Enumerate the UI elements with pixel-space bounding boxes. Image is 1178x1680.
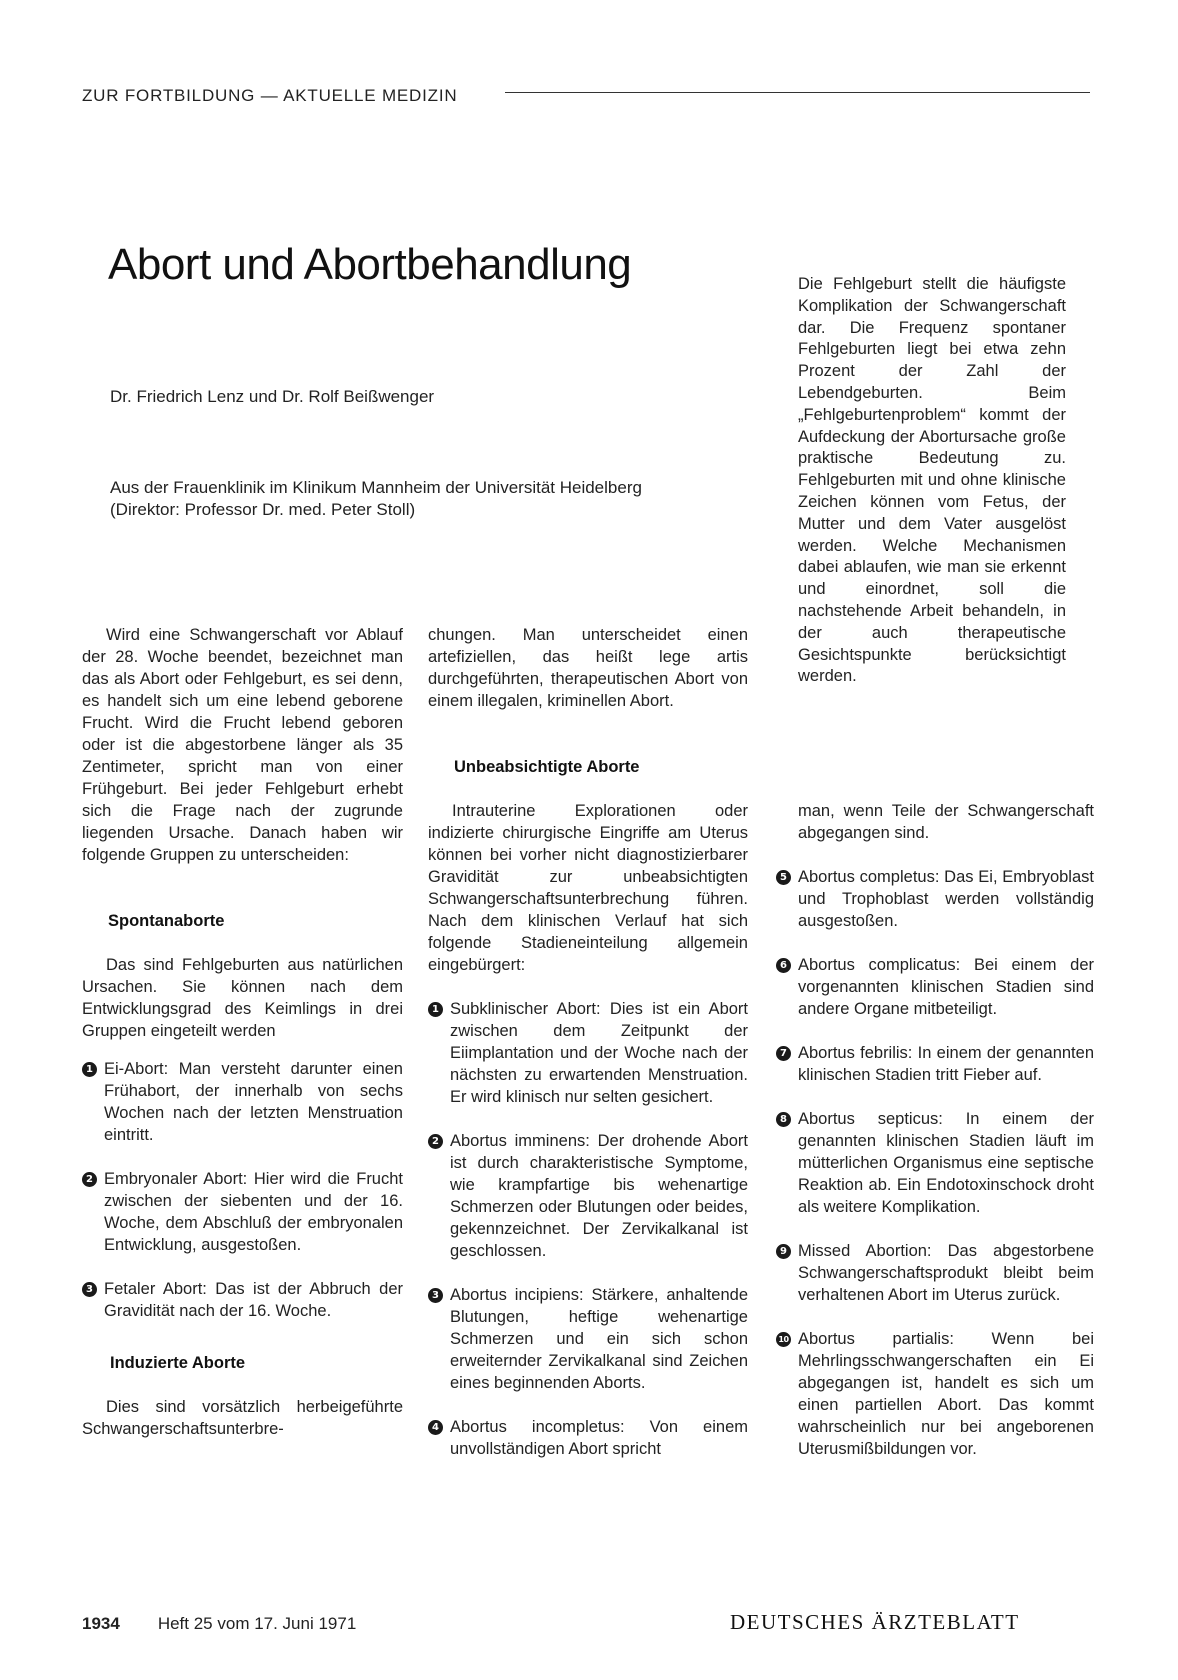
list-item-text: Abortus incompletus: Von einem unvollständigen Abort spricht: [450, 1418, 748, 1458]
number-badge: 2: [428, 1134, 443, 1149]
column-2: [428, 624, 748, 1460]
stages-list-b: [776, 866, 1094, 1460]
list-item-text: Missed Abortion: Das abgestorbene Schwangerschaftsprodukt bleibt beim verhaltenen Abort im Uterus zurück.: [798, 1242, 1094, 1304]
list-item: [776, 1108, 1094, 1218]
list-item-text: Abortus complicatus: Bei einem der vorgenannten klinischen Stadien sind andere Organe mitbeteiligt.: [798, 956, 1094, 1018]
stages-list-a: [428, 998, 748, 1460]
list-item-text: Embryonaler Abort: Hier wird die Frucht zwischen der siebenten und der 16. Woche, dem Abschluß der embryonalen Entwicklung, ausgestoßen.: [104, 1170, 403, 1254]
journal-name: DEUTSCHES ÄRZTEBLATT: [730, 1610, 1020, 1634]
list-item: [776, 1328, 1094, 1460]
list-item: [776, 1240, 1094, 1306]
number-badge: 5: [776, 870, 791, 885]
list-item-text: Abortus partialis: Wenn bei Mehrlingsschwangerschaften ein Ei abgegangen ist, handelt es sich um einen partiellen Abort. Das kommt wahrscheinlich nur bei angeborenen Uterusmißbildungen vor.: [798, 1330, 1094, 1458]
list-item-text: Subklinischer Abort: Dies ist ein Abort zwischen dem Zeitpunkt der Eiimplantation und der Woche nach der nächsten zu erwartenden Menstruation. Er wird klinisch nur selten gesichert.: [450, 1000, 748, 1106]
induziert-paragraph: Dies sind vorsätzlich herbeigeführte Schwangerschaftsunterbre-: [82, 1398, 403, 1438]
continuation-paragraph: man, wenn Teile der Schwangerschaft abgegangen sind.: [798, 802, 1094, 842]
number-badge: 9: [776, 1244, 791, 1259]
list-item: [82, 1168, 403, 1256]
intro-paragraph: Wird eine Schwangerschaft vor Ablauf der 28. Woche beendet, bezeichnet man das als Abort oder Fehlgeburt, es sei denn, es handelt sich um eine lebend geborene Frucht. Wird die Frucht lebend geboren oder ist die abgestorbene länger als 35 Zentimeter, spricht man von einer Frühgeburt. Bei jeder Fehlgeburt erhebt sich die Frage nach der zugrunde liegenden Ursache. Danach haben wir folgende Gruppen zu unterscheiden:: [82, 626, 403, 864]
article-title: Abort und Abortbehandlung: [108, 240, 632, 289]
list-item: [776, 866, 1094, 932]
affiliation-line: (Direktor: Professor Dr. med. Peter Stoll): [110, 500, 416, 519]
issue-info: Heft 25 vom 17. Juni 1971: [157, 1614, 357, 1633]
number-badge: 8: [776, 1112, 791, 1127]
heading-spontanaborte: Spontanaborte: [108, 912, 225, 930]
number-badge: 1: [82, 1062, 97, 1077]
abstract-text: Die Fehlgeburt stellt die häufigste Komplikation der Schwangerschaft dar. Die Frequenz spontaner Fehlgeburten liegt bei etwa zehn Prozent der Zahl der Lebendgeburten. Beim „Fehlgeburtenproblem“ kommt der Aufdeckung der Abortursache große praktische Bedeutung zu. Fehlgeburten mit und ohne klinische Zeichen können vom Fetus, der Mutter und dem Vater ausgelöst werden. Welche Mechanismen dabei ablaufen, wie man sie erkennt und einordnet, soll die nachstehende Arbeit behandeln, in der auch therapeutische Gesichtspunkte berücksichtigt werden.: [798, 275, 1066, 686]
unbeabsichtigt-paragraph: Intrauterine Explorationen oder indizierte chirurgische Eingriffe am Uterus können bei vorher nicht diagnostizierbarer Gravidität zur unbeabsichtigten Schwangerschaftsunterbrechung führen. Nach dem klinischen Verlauf hat sich folgende Stadieneinteilung allgemein eingebürgert:: [428, 802, 748, 974]
article-affiliation: [110, 477, 760, 521]
list-item: [428, 998, 748, 1108]
running-head: ZUR FORTBILDUNG — AKTUELLE MEDIZIN: [82, 86, 458, 105]
spontan-list: [82, 1058, 403, 1322]
heading-unbeabsichtigte-aborte: Unbeabsichtigte Aborte: [454, 758, 640, 776]
column-3: [776, 800, 1094, 1460]
list-item: [428, 1284, 748, 1394]
number-badge: 7: [776, 1046, 791, 1061]
article-authors: Dr. Friedrich Lenz und Dr. Rolf Beißwenger: [110, 387, 435, 406]
list-item: [776, 1042, 1094, 1086]
list-item-text: Ei-Abort: Man versteht darunter einen Frühabort, der innerhalb von sechs Wochen nach der letzten Menstruation eintritt.: [104, 1060, 403, 1144]
number-badge: 4: [428, 1420, 443, 1435]
number-badge: 6: [776, 958, 791, 973]
page-number: 1934: [82, 1614, 120, 1633]
affiliation-line: Aus der Frauenklinik im Klinikum Mannheim der Universität Heidelberg: [110, 478, 642, 497]
list-item: [82, 1278, 403, 1322]
list-item: [428, 1416, 748, 1460]
list-item-text: Abortus septicus: In einem der genannten klinischen Stadien läuft im mütterlichen Organismus eine septische Reaktion ab. Ein Endotoxinschock droht als weitere Komplikation.: [798, 1110, 1094, 1216]
list-item: [776, 954, 1094, 1020]
header-rule: [505, 92, 1090, 93]
list-item-text: Abortus completus: Das Ei, Embryoblast und Trophoblast werden vollständig ausgestoßen.: [798, 868, 1094, 930]
list-item-text: Abortus imminens: Der drohende Abort ist durch charakteristische Symptome, wie krampfartige bis wehenartige Schmerzen oder Blutungen oder beides, gekennzeichnet. Der Zervikalkanal ist geschlossen.: [450, 1132, 748, 1260]
number-badge: 2: [82, 1172, 97, 1187]
list-item-text: Abortus febrilis: In einem der genannten klinischen Stadien tritt Fieber auf.: [798, 1044, 1094, 1084]
list-item: [82, 1058, 403, 1146]
continuation-paragraph: chungen. Man unterscheidet einen artefiziellen, das heißt lege artis durchgeführten, therapeutischen Abort von einem illegalen, kriminellen Abort.: [428, 626, 748, 710]
number-badge: 10: [776, 1332, 791, 1347]
article-abstract: [798, 274, 1066, 688]
number-badge: 3: [428, 1288, 443, 1303]
number-badge: 1: [428, 1002, 443, 1017]
heading-induzierte-aborte: Induzierte Aborte: [110, 1354, 246, 1372]
list-item: [428, 1130, 748, 1262]
spontan-paragraph: Das sind Fehlgeburten aus natürlichen Ursachen. Sie können nach dem Entwicklungsgrad des Keimlings in drei Gruppen eingeteilt werden: [82, 956, 403, 1040]
column-1: [82, 624, 403, 1440]
list-item-text: Fetaler Abort: Das ist der Abbruch der Gravidität nach der 16. Woche.: [104, 1280, 403, 1320]
page-footer: [82, 1614, 356, 1634]
list-item-text: Abortus incipiens: Stärkere, anhaltende Blutungen, heftige wehenartige Schmerzen und ein sich schon erweiternder Zervikalkanal sind Zeichen eines beginnenden Aborts.: [450, 1286, 748, 1392]
number-badge: 3: [82, 1282, 97, 1297]
